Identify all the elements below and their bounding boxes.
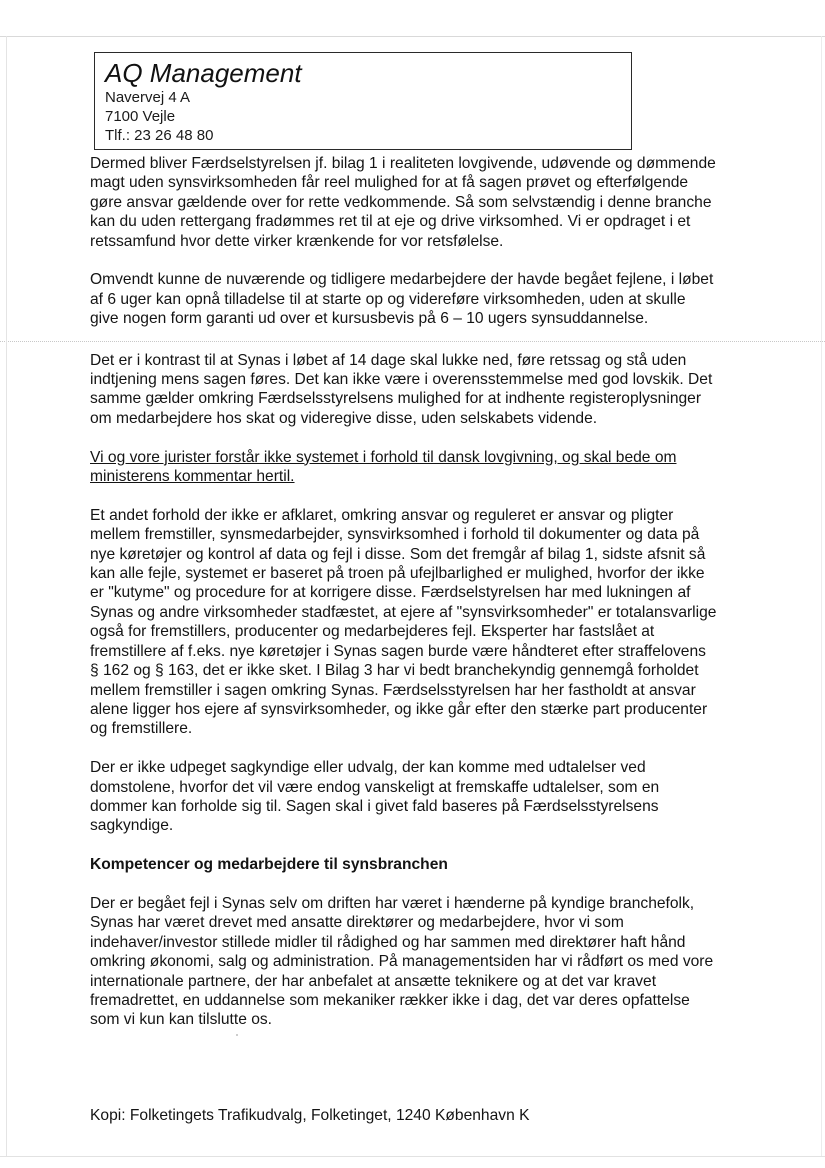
address-street: Navervej 4 A	[105, 89, 191, 106]
text-line: som vi kun kan tilslutte os.	[90, 1011, 273, 1029]
section-paragraph	[90, 894, 780, 1030]
text-line: fremadrettet, en uddannelse som mekaniker rækker ikke i dag, det var deres opfattelse	[90, 991, 690, 1009]
text-line: samme gælder omkring Færdselsstyrelsens mulighed for at indhente registeroplysninger	[90, 390, 702, 408]
text-line: kan alle fejle, systemet er baseret på troen på ufejlbarlighed er mulighed, hvorfor der ikke	[90, 565, 705, 583]
text-line: dommer kan forholde sig til. Sagen skal i givet fald baseres på Færdselsstyrelsens	[90, 797, 659, 815]
text-line: Der er begået fejl i Synas selv om driften har været i hænderne på kyndige branchefolk,	[90, 894, 695, 912]
paragraph-6	[90, 758, 780, 836]
text-line: mellem fremstiller i sagen omkring Synas. Færdselsstyrelsen har her fastholdt at ansvar	[90, 681, 696, 699]
text-line: nye køretøjer og kontrol af data og fejl i disse. Som det fremgår af bilag 1, sidste afsnit så	[90, 545, 706, 563]
text-line: indehaver/investor stillede midler til rådighed og har sammen med direktører haft hånd	[90, 933, 686, 951]
section-heading: Kompetencer og medarbejdere til synsbranchen	[90, 856, 448, 874]
text-line: Synas har været drevet med ansatte direktører og medarbejdere, hvor vi som	[90, 914, 624, 932]
text-line: kan du uden rettergang fradømmes ret til at eje og drive virksomhed. Vi er opdraget i et	[90, 213, 691, 231]
text-line: sagkyndige.	[90, 817, 174, 835]
text-line: gøre ansvar gældende over for rette vedkommende. Så som selvstændig i denne branche	[90, 193, 712, 211]
copy-recipient-footer: Kopi: Folketingets Trafikudvalg, Folketinget, 1240 København K	[90, 1107, 530, 1124]
text-line: alene ligger hos ejere af synsvirksomheder, og ikke går efter den stærke part producenter	[90, 700, 708, 718]
paragraph-1	[90, 154, 780, 251]
text-line: Der er ikke udpeget sagkyndige eller udvalg, der kan komme med udtalelser ved	[90, 759, 646, 777]
text-line: også for fremstillers, producenter og medarbejderes fejl. Eksperter har fastslået at	[90, 623, 655, 641]
text-line: omkring økonomi, salg og administration. På managementsiden har vi rådført os med vore	[90, 953, 714, 971]
text-line: Synas og andre virksomheder stadfæstet, at ejere af "synsvirksomheder" er totalansvarlige	[90, 603, 717, 621]
text-line: Dermed bliver Færdselstyrelsen jf. bilag 1 i realiteten lovgivende, udøvende og dømmende	[90, 155, 716, 172]
text-line: af 6 uger kan opnå tilladelse til at starte op og videreføre virksomheden, uden at skulle	[90, 290, 686, 308]
text-line: om medarbejdere hos skat og videregive disse, uden selskabets vidende.	[90, 409, 598, 427]
text-line: ministerens kommentar hertil.	[90, 468, 295, 486]
company-name: AQ Management	[105, 58, 302, 88]
text-line: Vi og vore jurister forstår ikke systemet i forhold til dansk lovgivning, og skal bede om	[90, 448, 677, 466]
text-line: indtjening mens sagen føres. Det kan ikke være i overensstemmelse med god lovskik. Det	[90, 371, 713, 389]
text-line: mellem fremstiller, synsmedarbejder, synsvirksomhed i forhold til dokumenter og data på	[90, 526, 700, 544]
text-line: Omvendt kunne de nuværende og tidligere medarbejdere der havde begået fejlene, i løbet	[90, 271, 714, 289]
scan-edge-bottom	[0, 1156, 825, 1157]
paragraph-2	[90, 270, 780, 328]
paragraph-5	[90, 506, 780, 739]
text-line: internationale partnere, der har anbefalet at ansætte teknikere og at det var kravet	[90, 972, 657, 990]
text-line: magt uden synsvirksomheden får reel mulighed for at få sagen prøvet og efterfølgende	[90, 174, 689, 192]
text-line: Et andet forhold der ikke er afklaret, omkring ansvar og reguleret er ansvar og pligter	[90, 506, 674, 524]
paragraph-4-underlined-request	[90, 448, 780, 487]
text-line: domstolene, hvorfor det vil være endog vanskeligt at fremskaffe udtalelser, som en	[90, 778, 660, 796]
scan-edge-top	[0, 36, 825, 37]
text-line: og fremstillere.	[90, 720, 193, 738]
letterhead-box	[94, 52, 632, 150]
text-line: fremstillere af f.eks. nye køretøjer i Synas sagen burde være håndteret efter straffelovens	[90, 642, 706, 660]
text-line: retssamfund hvor dette virker krænkende for vor retsfølelse.	[90, 232, 504, 250]
scan-edge-right	[821, 36, 822, 1156]
address-city: 7100 Vejle	[105, 108, 176, 125]
text-line: Det er i kontrast til at Synas i løbet af 14 dage skal lukke ned, føre retssag og stå uden	[90, 351, 687, 369]
phone-number: Tlf.: 23 26 48 80	[105, 127, 214, 144]
text-line: er "kutyme" og procedure for at korrigere disse. Færdselstyrelsen har med lukningen af	[90, 584, 691, 602]
text-line: give nogen form garanti ud over et kursusbevis på 6 – 10 ugers synsuddannelse.	[90, 310, 649, 328]
text-line: § 162 og § 163, det er ikke sket. I Bilag 3 har vi bedt branchekyndig gennemgå forholdet	[90, 662, 699, 680]
scan-speck	[236, 1034, 238, 1036]
letter-body	[90, 154, 780, 1049]
paragraph-3	[90, 351, 780, 429]
scan-edge-left	[6, 36, 7, 1156]
